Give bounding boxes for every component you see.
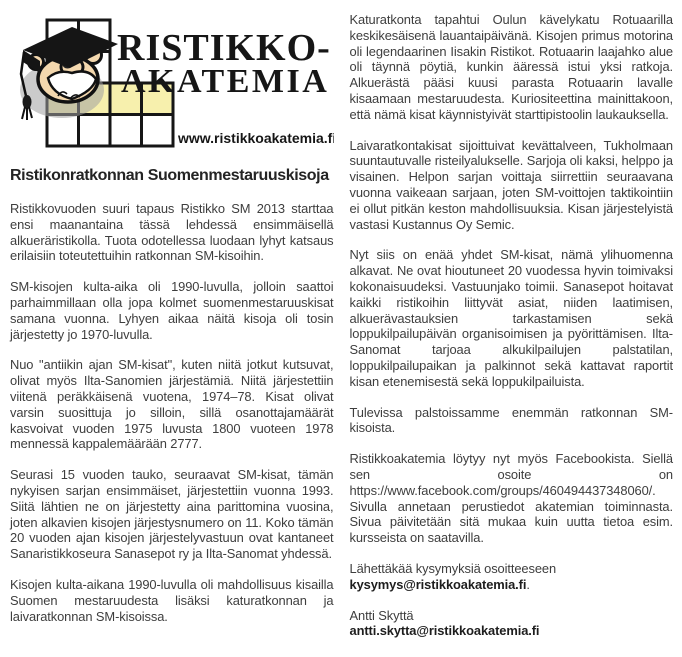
right-paragraph-1: Katuratkonta tapahtui Oulun kävelykatu Rotuaarilla keskikesäisenä lauantaipäivänä. Kisojen primus motorina oli legendaarinen Iisakin Ristikot. Rotuaarin laajahko alue oli täynnä pöytiä, kunkin ääressä istui yksi ratkoja. Alkuerästä pääsi kuusi parasta Rotuaarin lavalle kisaamaan mestaruudesta. Kuriositeettina mainittakoon, että nämä kisat käynnistyivät starttipistoolin laukauksella. bbox=[349, 12, 673, 122]
left-paragraph-5: Kisojen kulta-aikana 1990-luvulla oli mahdollisuus kisailla Suomen mestaruudesta lisäksi katuratkonnan ja laivaratkonnan SM-kisoissa. bbox=[10, 576, 334, 624]
left-paragraph-2: SM-kisojen kulta-aika oli 1990-luvulla, jolloin saattoi parhaimmillaan olla jopa kolmet suomenmestaruuskisat samana vuonna. Lyhyen aikaa näitä kisoja oli tosin järjestetty jo 1970-luvulla. bbox=[10, 279, 334, 342]
signature-block bbox=[350, 608, 674, 640]
logo-website: www.ristikkoakatemia.fi bbox=[178, 130, 334, 146]
signature-name: Antti Skyttä bbox=[349, 607, 414, 623]
cap-tassel bbox=[23, 95, 32, 109]
right-paragraph-5: Ristikkoakatemia löytyy nyt myös Facebookista. Siellä sen osoite on https://www.facebook.com/groups/460494437348060/. Sivulla annetaan perustiedot akatemian toiminnasta. Sivua päivitetään sitä mukaa kuin uutta tietoa esim. kursseista on saatavilla. bbox=[349, 451, 673, 546]
contact-prompt: Lähettäkää kysymyksiä osoitteeseen bbox=[349, 560, 557, 576]
right-paragraph-4: Tulevissa palstoissamme enemmän ratkonnan SM-kisoista. bbox=[349, 404, 673, 436]
ristikkoakatemia-logo bbox=[10, 12, 334, 150]
contact-suffix: . bbox=[526, 576, 530, 592]
logo-graphic bbox=[10, 12, 334, 150]
left-paragraph-1: Ristikkovuoden suuri tapaus Ristikko SM 2013 starttaa ensi maanantaina tässä lehdessä ensimmäisellä alkueräristikolla. Tuota odotellessa luodaan lyhyt katsaus erilaisiin toteutettuihin ratkonnan SM-kisoihin. bbox=[10, 201, 334, 264]
logo-title-line2: AKATEMIA bbox=[121, 63, 330, 100]
logo-title-line1: RISTIKKO- bbox=[117, 27, 331, 69]
contact-block bbox=[350, 561, 674, 593]
right-paragraph-2: Laivaratkontakisat sijoittuivat kevättalveen, Tukholmaan suuntautuvalle risteilyalukselle. Sarjoja oli kaksi, helppo ja visainen. Helpon sarjan voittaja siirrettiin seuraavana vuonna vaikeaan sarjaan, joten SM-voittojen taktikointiin ei ollut pitkän keston mahdollisuuksia. Kisan järjestelyistä vastasi Kustannus Oy Semic. bbox=[349, 137, 673, 232]
contact-email: kysymys@ristikkoakatemia.fi bbox=[349, 576, 527, 592]
article-heading: Ristikonratkonnan Suomenmestaruuskisoja bbox=[10, 167, 329, 184]
right-column bbox=[350, 12, 674, 647]
left-column bbox=[10, 12, 334, 647]
left-paragraph-4: Seurasi 15 vuoden tauko, seuraavat SM-kisat, tämän nykyisen sarjan ensimmäiset, järjestettiin vuonna 1993. Siitä lähtien ne on järjestetty aina parittomina vuosina, joten alkavien kisojen järjestysnumero on 11. Koko tämän 20 vuoden ajan kisojen järjestelyvastuun ovat kantaneet Sanaristikkoseura Sanasepot ry ja Ilta-Sanomat yhdessä. bbox=[10, 467, 334, 562]
signature-email: antti.skytta@ristikkoakatemia.fi bbox=[349, 623, 540, 639]
left-paragraph-3: Nuo "antiikin ajan SM-kisat", kuten niitä jotkut kutsuvat, olivat myös Ilta-Sanomien järjestämiä. Niitä järjestettiin viitenä peräkkäisenä vuotena, 1974–78. Kisat olivat varsin suosittuja jo silloin, sillä osanottajamäärät kasvoivat vuoden 1975 luvusta 1800 vuoteen 1978 mennessä kappalemäärään 2777. bbox=[10, 357, 334, 452]
right-paragraph-3: Nyt siis on enää yhdet SM-kisat, nämä ylihuomenna alkavat. Ne ovat hioutuneet 20 vuodessa hyvin toimivaksi kokonaisuudeksi. Vastuunjako toimii. Sanasepot hoitavat kaikki ristikoihin liittyvät asiat, niiden laatimisen, alkuerävastauksien tarkastamisen sekä loppukilpailupäivän organisoimisen ja pyörittämisen. Ilta-Sanomat tarjoaa alkukilpailujen palstatilan, loppukilpailupaikan ja palkinnot sekä kattavat raportit kisan etenemisestä sekä loppukilpailuista. bbox=[349, 247, 673, 389]
